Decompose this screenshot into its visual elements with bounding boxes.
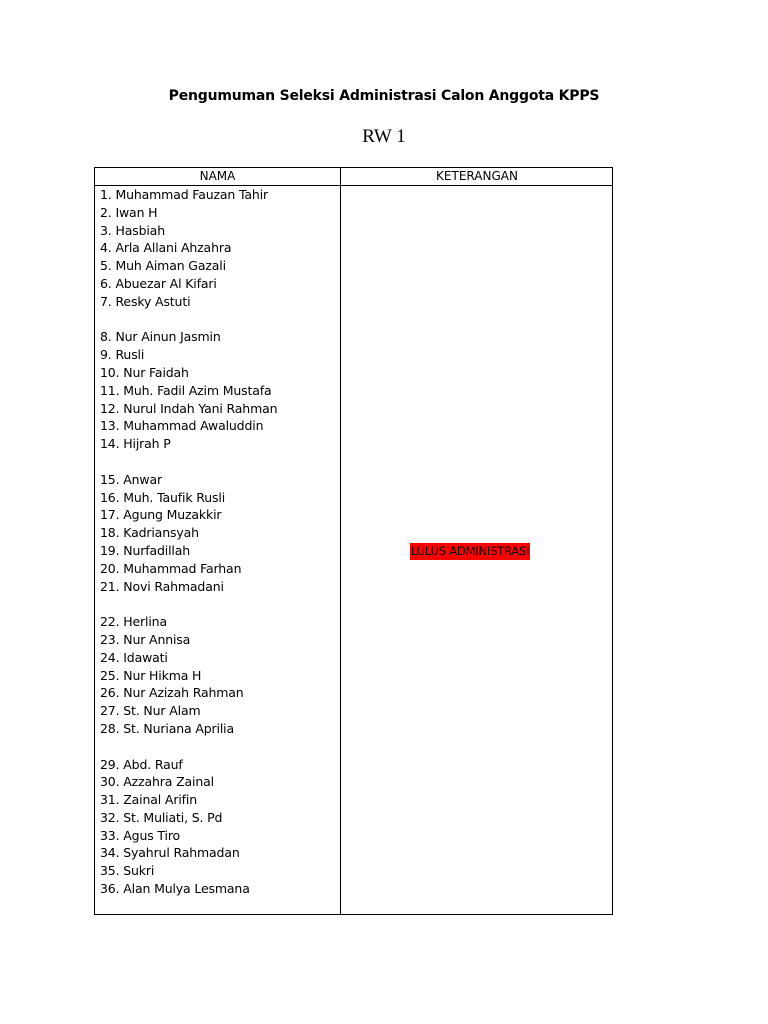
list-item: 18. Kadriansyah xyxy=(100,525,199,541)
page-title: Pengumuman Seleksi Administrasi Calon Anggota KPPS xyxy=(168,88,600,104)
list-item: 1. Muhammad Fauzan Tahir xyxy=(100,187,269,202)
list-item: 31. Zainal Arifin xyxy=(100,792,197,808)
list-item: 11. Muh. Fadil Azim Mustafa xyxy=(100,382,272,398)
list-item: 36. Alan Mulya Lesmana xyxy=(100,881,250,897)
list-item: 4. Arla Allani Ahzahra xyxy=(100,240,232,256)
list-item: 32. St. Muliati, S. Pd xyxy=(100,809,223,825)
list-item: 20. Muhammad Farhan xyxy=(100,560,242,576)
list-item: 13. Muhammad Awaluddin xyxy=(100,418,264,434)
list-item: 6. Abuezar Al Kifari xyxy=(100,275,217,291)
list-item: 3. Hasbiah xyxy=(100,222,165,238)
candidate-table xyxy=(94,167,613,915)
list-item: 17. Agung Muzakkir xyxy=(100,507,222,523)
header-keterangan: KETERANGAN xyxy=(436,169,518,183)
list-item: 19. Nurfadillah xyxy=(100,542,191,558)
name-group xyxy=(100,471,338,596)
list-item: 7. Resky Astuti xyxy=(100,293,191,309)
list-item: 22. Herlina xyxy=(100,614,167,630)
list-item: 16. Muh. Taufik Rusli xyxy=(100,489,226,505)
list-item: 25. Nur Hikma H xyxy=(100,667,202,683)
column-divider xyxy=(340,168,341,914)
list-item: 23. Nur Annisa xyxy=(100,631,191,647)
list-item: 21. Novi Rahmadani xyxy=(100,578,224,594)
list-item: 28. St. Nuriana Aprilia xyxy=(100,720,234,736)
name-group xyxy=(100,328,338,453)
name-group xyxy=(100,186,338,311)
table-header xyxy=(95,168,612,186)
list-item: 26. Nur Azizah Rahman xyxy=(100,685,244,701)
list-item: 2. Iwan H xyxy=(100,204,158,220)
list-item: 15. Anwar xyxy=(100,471,162,487)
list-item: 27. St. Nur Alam xyxy=(100,703,201,719)
list-item: 35. Sukri xyxy=(100,863,155,879)
list-item: 29. Abd. Rauf xyxy=(100,756,183,772)
list-item: 10. Nur Faidah xyxy=(100,364,189,380)
list-item: 8. Nur Ainun Jasmin xyxy=(100,329,221,345)
list-item: 30. Azzahra Zainal xyxy=(100,774,214,790)
name-group xyxy=(100,756,338,898)
list-item: 9. Rusli xyxy=(100,347,145,363)
list-item: 12. Nurul Indah Yani Rahman xyxy=(100,400,278,416)
header-nama: NAMA xyxy=(199,169,236,183)
list-item: 24. Idawati xyxy=(100,649,168,665)
status-badge: LULUS ADMINISTRASI xyxy=(411,544,530,558)
list-item: 14. Hijrah P xyxy=(100,436,171,452)
section-title: RW 1 xyxy=(362,126,406,147)
list-item: 34. Syahrul Rahmadan xyxy=(100,845,240,861)
list-item: 5. Muh Aiman Gazali xyxy=(100,258,226,274)
name-group xyxy=(100,613,338,738)
name-list xyxy=(100,186,338,898)
list-item: 33. Agus Tiro xyxy=(100,827,181,843)
